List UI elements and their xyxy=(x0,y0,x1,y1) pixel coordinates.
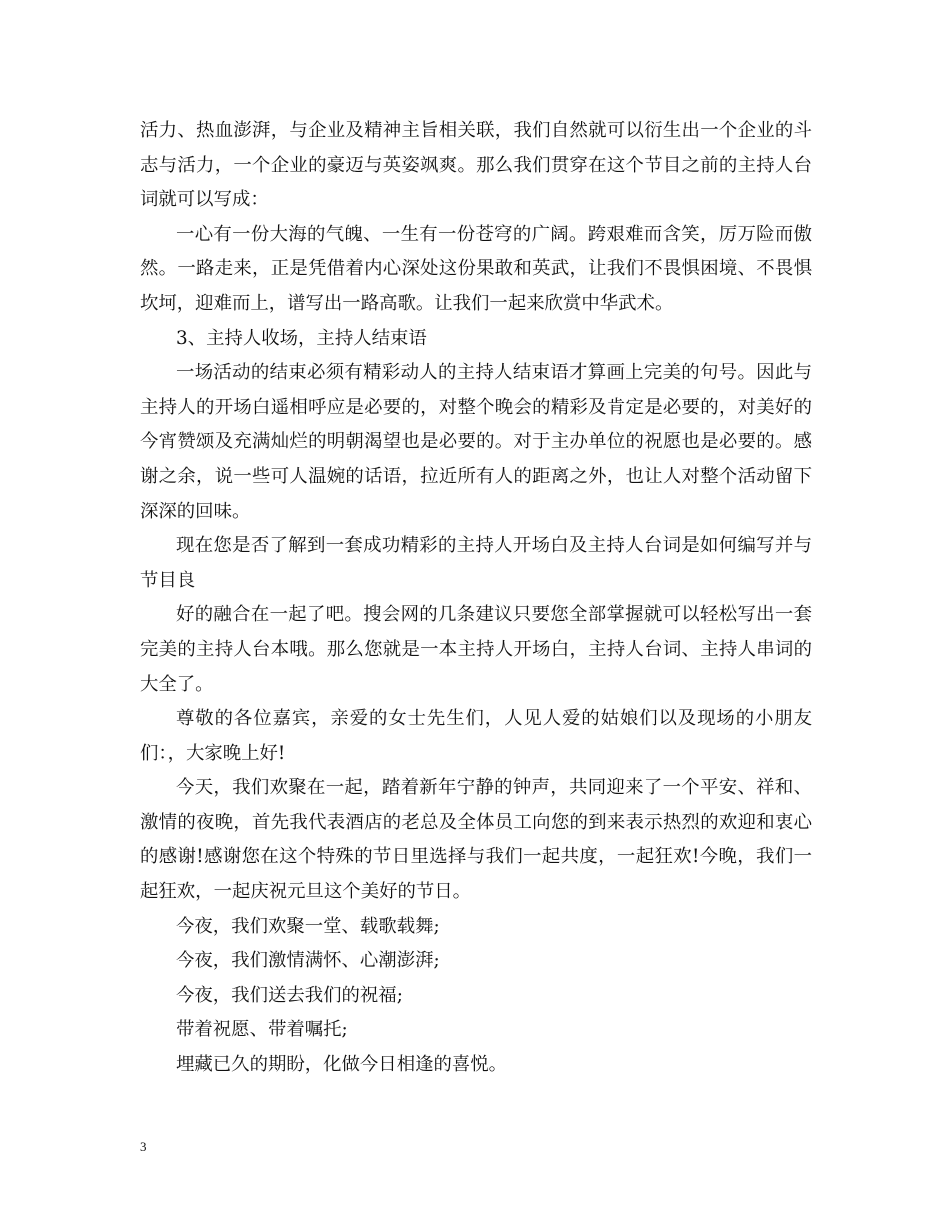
poem-line-1: 今夜，我们欢聚一堂、载歌载舞; xyxy=(176,915,440,937)
poem-line-2: 今夜，我们激情满怀、心潮澎湃; xyxy=(176,950,440,972)
paragraph-7: 尊敬的各位嘉宾，亲爱的女士先生们，人见人爱的姑娘们以及现场的小朋友们：，大家晚上好! xyxy=(140,708,812,764)
paragraph-4: 一场活动的结束必须有精彩动人的主持人结束语才算画上完美的句号。因此与主持人的开场白遥相呼应是必要的，对整个晚会的精彩及肯定是必要的，对美好的今宵赞颂及充满灿烂的明朝渴望也是必要的。对于主办单位的祝愿也是必要的。感谢之余，说一些可人温婉的话语，拉近所有人的距离之外，也让人对整个活动留下深深的回味。 xyxy=(140,362,812,522)
poem-line-4: 带着祝愿、带着嘱托; xyxy=(176,1019,348,1041)
poem-line-5: 埋藏已久的期盼，化做今日相逢的喜悦。 xyxy=(176,1054,508,1076)
paragraph-6: 好的融合在一起了吧。搜会网的几条建议只要您全部掌握就可以轻松写出一套完美的主持人台本哦。那么您就是一本主持人开场白，主持人台词、主持人串词的大全了。 xyxy=(140,604,812,695)
paragraph-2: 一心有一份大海的气魄、一生有一份苍穹的广阔。跨艰难而含笑，厉万险而傲然。一路走来，正是凭借着内心深处这份果敢和英武，让我们不畏惧困境、不畏惧坎坷，迎难而上，谱写出一路高歌。让我们一起来欣赏中华武术。 xyxy=(140,223,812,314)
paragraph-5: 现在您是否了解到一套成功精彩的主持人开场白及主持人台词是如何编写并与节目良 xyxy=(140,535,812,591)
document-body xyxy=(140,114,812,1083)
section-heading-3: 3、主持人收场，主持人结束语 xyxy=(176,327,427,349)
paragraph-8: 今天，我们欢聚在一起，踏着新年宁静的钟声，共同迎来了一个平安、祥和、激情的夜晚，首先我代表酒店的老总及全体员工向您的到来表示热烈的欢迎和衷心的感谢!感谢您在这个特殊的节日里选择与我们一起共度，一起狂欢!今晚，我们一起狂欢，一起庆祝元旦这个美好的节日。 xyxy=(140,777,812,903)
paragraph-1: 活力、热血澎湃，与企业及精神主旨相关联，我们自然就可以衍生出一个企业的斗志与活力，一个企业的豪迈与英姿飒爽。那么我们贯穿在这个节目之前的主持人台词就可以写成： xyxy=(140,120,812,211)
poem-line-3: 今夜，我们送去我们的祝福; xyxy=(176,984,403,1006)
page-number: 3 xyxy=(140,1139,147,1154)
